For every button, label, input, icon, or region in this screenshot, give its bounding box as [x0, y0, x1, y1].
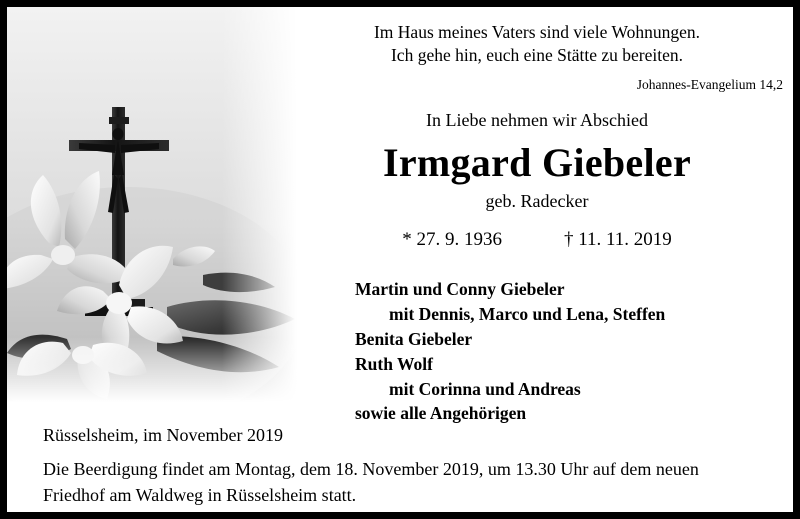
burial-line-1: Die Beerdigung findet am Montag, dem 18. November 2019, um 13.30 Uhr auf dem neuen: [43, 459, 699, 479]
verse-source: Johannes-Evangelium 14,2: [636, 77, 783, 93]
birth-date: * 27. 9. 1936: [402, 229, 502, 251]
place-and-date: Rüsselsheim, im November 2019: [43, 425, 283, 445]
burial-details: [43, 457, 773, 508]
burial-line-2: Friedhof am Waldweg in Rüsselsheim statt.: [43, 484, 357, 505]
notice-inner: [7, 7, 793, 512]
family-list: [287, 277, 787, 426]
family-line: Benita Giebeler: [355, 328, 473, 349]
crucifix-lilies-image: [7, 7, 297, 402]
family-line: sowie alle Angehörigen: [355, 403, 527, 424]
maiden-name: geb. Radecker: [485, 191, 589, 212]
notice-text-column: [287, 21, 787, 426]
family-line: Ruth Wolf: [355, 353, 433, 374]
family-line: mit Corinna und Andreas: [389, 378, 581, 399]
verse-line-2: Ich gehe hin, euch eine Stätte zu bereiten.: [390, 45, 684, 66]
bible-verse: [287, 21, 787, 67]
artwork-svg: [7, 7, 297, 402]
family-line: mit Dennis, Marco und Lena, Steffen: [389, 304, 666, 325]
life-dates: [287, 229, 787, 251]
farewell-line: In Liebe nehmen wir Abschied: [426, 110, 648, 131]
deceased-name: Irmgard Giebeler: [382, 140, 692, 186]
death-date: † 11. 11. 2019: [563, 229, 672, 251]
family-line: Martin und Conny Giebeler: [355, 279, 565, 300]
verse-line-1: Im Haus meines Vaters sind viele Wohnungen.: [373, 22, 700, 42]
